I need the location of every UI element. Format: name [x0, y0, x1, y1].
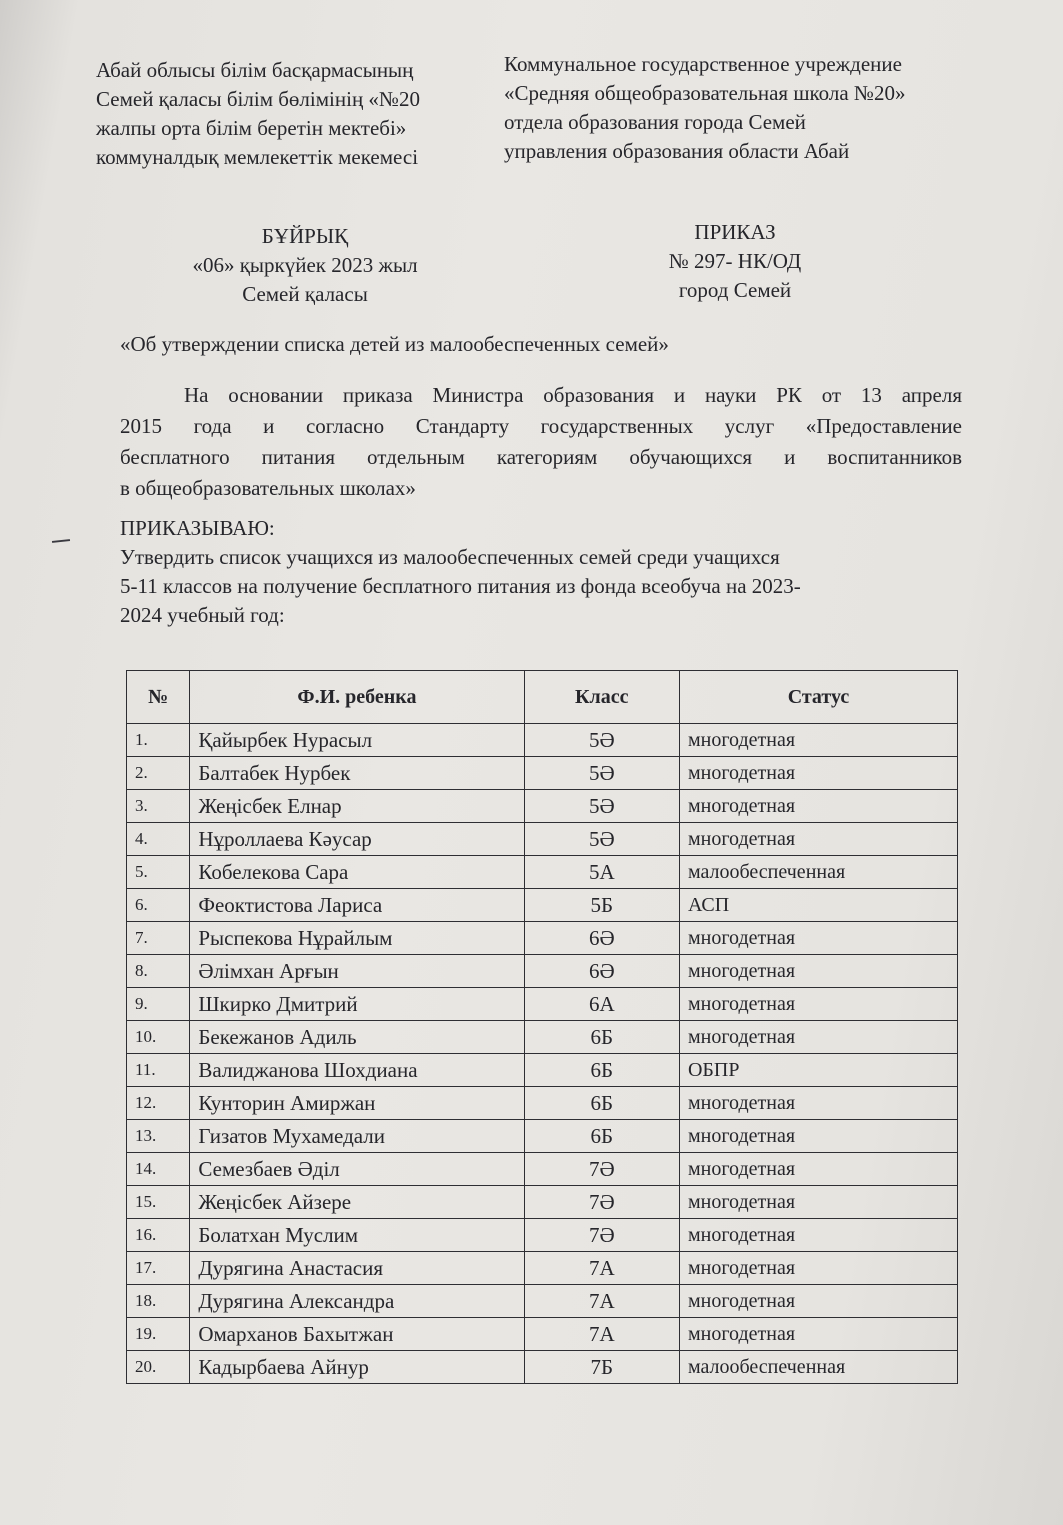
order-title-kz: БҰЙРЫҚ — [261, 224, 349, 248]
class-value: 5Ә — [524, 823, 679, 856]
class-value: 5Б — [524, 889, 679, 922]
child-name: Семезбаев Әділ — [190, 1153, 524, 1186]
class-value: 7Ә — [524, 1186, 679, 1219]
row-number: 3. — [127, 790, 190, 823]
child-name: Әлімхан Арғын — [190, 955, 524, 988]
child-name: Балтабек Нурбек — [190, 757, 524, 790]
header-ru-line: «Средняя общеобразовательная школа №20» — [504, 81, 906, 105]
table-row — [127, 790, 958, 823]
order-city-ru: город Семей — [678, 278, 792, 302]
column-header-class: Класс — [524, 671, 679, 724]
child-name: Жеңісбек Елнар — [190, 790, 524, 823]
table-row — [127, 1285, 958, 1318]
order-city-kz: Семей қаласы — [242, 282, 368, 306]
status-value: многодетная — [679, 1186, 957, 1219]
column-header-number: № — [127, 671, 190, 724]
child-name: Жеңісбек Айзере — [190, 1186, 524, 1219]
child-name: Феоктистова Лариса — [190, 889, 524, 922]
basis-line: в общеобразовательных школах» — [120, 476, 416, 500]
row-number: 15. — [127, 1186, 190, 1219]
table-row — [127, 757, 958, 790]
table-row — [127, 1021, 958, 1054]
table-row — [127, 922, 958, 955]
basis-line: На основании приказа Министра образования и науки РК от 13 апреля — [184, 383, 962, 407]
header-russian — [504, 50, 1004, 166]
child-name: Нұроллаева Кәусар — [190, 823, 524, 856]
row-number: 8. — [127, 955, 190, 988]
order-date-kz: «06» қыркүйек 2023 жыл — [192, 253, 418, 277]
child-name: Кобелекова Сара — [190, 856, 524, 889]
table-row — [127, 856, 958, 889]
row-number: 19. — [127, 1318, 190, 1351]
child-name: Дурягина Анастасия — [190, 1252, 524, 1285]
table-header-row — [127, 671, 958, 724]
class-value: 5Ә — [524, 724, 679, 757]
class-value: 7А — [524, 1252, 679, 1285]
column-header-name: Ф.И. ребенка — [190, 671, 524, 724]
table-row — [127, 823, 958, 856]
status-value: многодетная — [679, 922, 957, 955]
row-number: 9. — [127, 988, 190, 1021]
row-number: 4. — [127, 823, 190, 856]
row-number: 13. — [127, 1120, 190, 1153]
row-number: 18. — [127, 1285, 190, 1318]
class-value: 6А — [524, 988, 679, 1021]
class-value: 5А — [524, 856, 679, 889]
table-body — [127, 724, 958, 1384]
class-value: 5Ә — [524, 757, 679, 790]
status-value: многодетная — [679, 1021, 957, 1054]
child-name: Шкирко Дмитрий — [190, 988, 524, 1021]
class-value: 7А — [524, 1285, 679, 1318]
table-row — [127, 1087, 958, 1120]
decree-heading: ПРИКАЗЫВАЮ: — [120, 516, 275, 540]
pen-mark — [52, 539, 70, 543]
status-value: многодетная — [679, 1153, 957, 1186]
table-row — [127, 1120, 958, 1153]
class-value: 7Б — [524, 1351, 679, 1384]
row-number: 5. — [127, 856, 190, 889]
header-kz-line: жалпы орта білім беретін мектебі» — [96, 116, 407, 140]
row-number: 10. — [127, 1021, 190, 1054]
order-title-ru: ПРИКАЗ — [694, 220, 776, 244]
child-name: Болатхан Муслим — [190, 1219, 524, 1252]
basis-line: бесплатного питания отдельным категориям обучающихся и воспитанников — [120, 445, 962, 469]
basis-paragraph — [120, 380, 962, 504]
child-name: Рыспекова Нұрайлым — [190, 922, 524, 955]
order-subject: «Об утверждении списка детей из малообеспеченных семей» — [120, 332, 669, 356]
child-name: Бекежанов Адиль — [190, 1021, 524, 1054]
class-value: 7Ә — [524, 1219, 679, 1252]
table-row — [127, 1153, 958, 1186]
status-value: многодетная — [679, 955, 957, 988]
order-number-ru: № 297- НК/ОД — [668, 249, 802, 273]
row-number: 14. — [127, 1153, 190, 1186]
row-number: 6. — [127, 889, 190, 922]
row-number: 2. — [127, 757, 190, 790]
students-table — [126, 670, 958, 1384]
class-value: 6Ә — [524, 955, 679, 988]
child-name: Гизатов Мухамедали — [190, 1120, 524, 1153]
table-row — [127, 1318, 958, 1351]
decree-line: 5-11 классов на получение бесплатного питания из фонда всеобуча на 2023- — [120, 574, 801, 598]
header-ru-line: управления образования области Абай — [504, 139, 850, 163]
decree-block — [120, 514, 801, 630]
status-value: многодетная — [679, 1285, 957, 1318]
table-row — [127, 988, 958, 1021]
header-kz-line: коммуналдық мемлекеттік мекемесі — [96, 145, 419, 169]
header-ru-line: Коммунальное государственное учреждение — [504, 52, 902, 76]
row-number: 7. — [127, 922, 190, 955]
child-name: Кунторин Амиржан — [190, 1087, 524, 1120]
table-row — [127, 1351, 958, 1384]
table-row — [127, 1054, 958, 1087]
row-number: 11. — [127, 1054, 190, 1087]
status-value: АСП — [679, 889, 957, 922]
status-value: многодетная — [679, 724, 957, 757]
class-value: 5Ә — [524, 790, 679, 823]
child-name: Дурягина Александра — [190, 1285, 524, 1318]
header-kz-line: Семей қаласы білім бөлімінің «№20 — [96, 87, 420, 111]
status-value: многодетная — [679, 1318, 957, 1351]
class-value: 6Б — [524, 1021, 679, 1054]
table-row — [127, 1186, 958, 1219]
order-block-russian — [600, 218, 870, 305]
row-number: 16. — [127, 1219, 190, 1252]
status-value: малообеспеченная — [679, 1351, 957, 1384]
status-value: многодетная — [679, 790, 957, 823]
status-value: многодетная — [679, 757, 957, 790]
class-value: 6Б — [524, 1054, 679, 1087]
table-row — [127, 955, 958, 988]
table-row — [127, 889, 958, 922]
child-name: Кадырбаева Айнур — [190, 1351, 524, 1384]
status-value: многодетная — [679, 1120, 957, 1153]
header-kazakh — [96, 56, 496, 172]
decree-line: 2024 учебный год: — [120, 603, 285, 627]
column-header-status: Статус — [679, 671, 957, 724]
table-row — [127, 1219, 958, 1252]
header-kz-line: Абай облысы білім басқармасының — [96, 58, 414, 82]
status-value: малообеспеченная — [679, 856, 957, 889]
class-value: 6Б — [524, 1087, 679, 1120]
status-value: многодетная — [679, 988, 957, 1021]
class-value: 6Б — [524, 1120, 679, 1153]
status-value: многодетная — [679, 1252, 957, 1285]
row-number: 1. — [127, 724, 190, 757]
row-number: 20. — [127, 1351, 190, 1384]
header-ru-line: отдела образования города Семей — [504, 110, 806, 134]
child-name: Омарханов Бахытжан — [190, 1318, 524, 1351]
decree-line: Утвердить список учащихся из малообеспеченных семей среди учащихся — [120, 545, 780, 569]
child-name: Қайырбек Нурасыл — [190, 724, 524, 757]
row-number: 12. — [127, 1087, 190, 1120]
status-value: многодетная — [679, 823, 957, 856]
status-value: многодетная — [679, 1087, 957, 1120]
table-row — [127, 724, 958, 757]
child-name: Валиджанова Шохдиана — [190, 1054, 524, 1087]
order-block-kazakh — [150, 222, 460, 309]
status-value: ОБПР — [679, 1054, 957, 1087]
table-row — [127, 1252, 958, 1285]
class-value: 7Ә — [524, 1153, 679, 1186]
status-value: многодетная — [679, 1219, 957, 1252]
basis-line: 2015 года и согласно Стандарту государственных услуг «Предоставление — [120, 414, 962, 438]
class-value: 6Ә — [524, 922, 679, 955]
row-number: 17. — [127, 1252, 190, 1285]
class-value: 7А — [524, 1318, 679, 1351]
